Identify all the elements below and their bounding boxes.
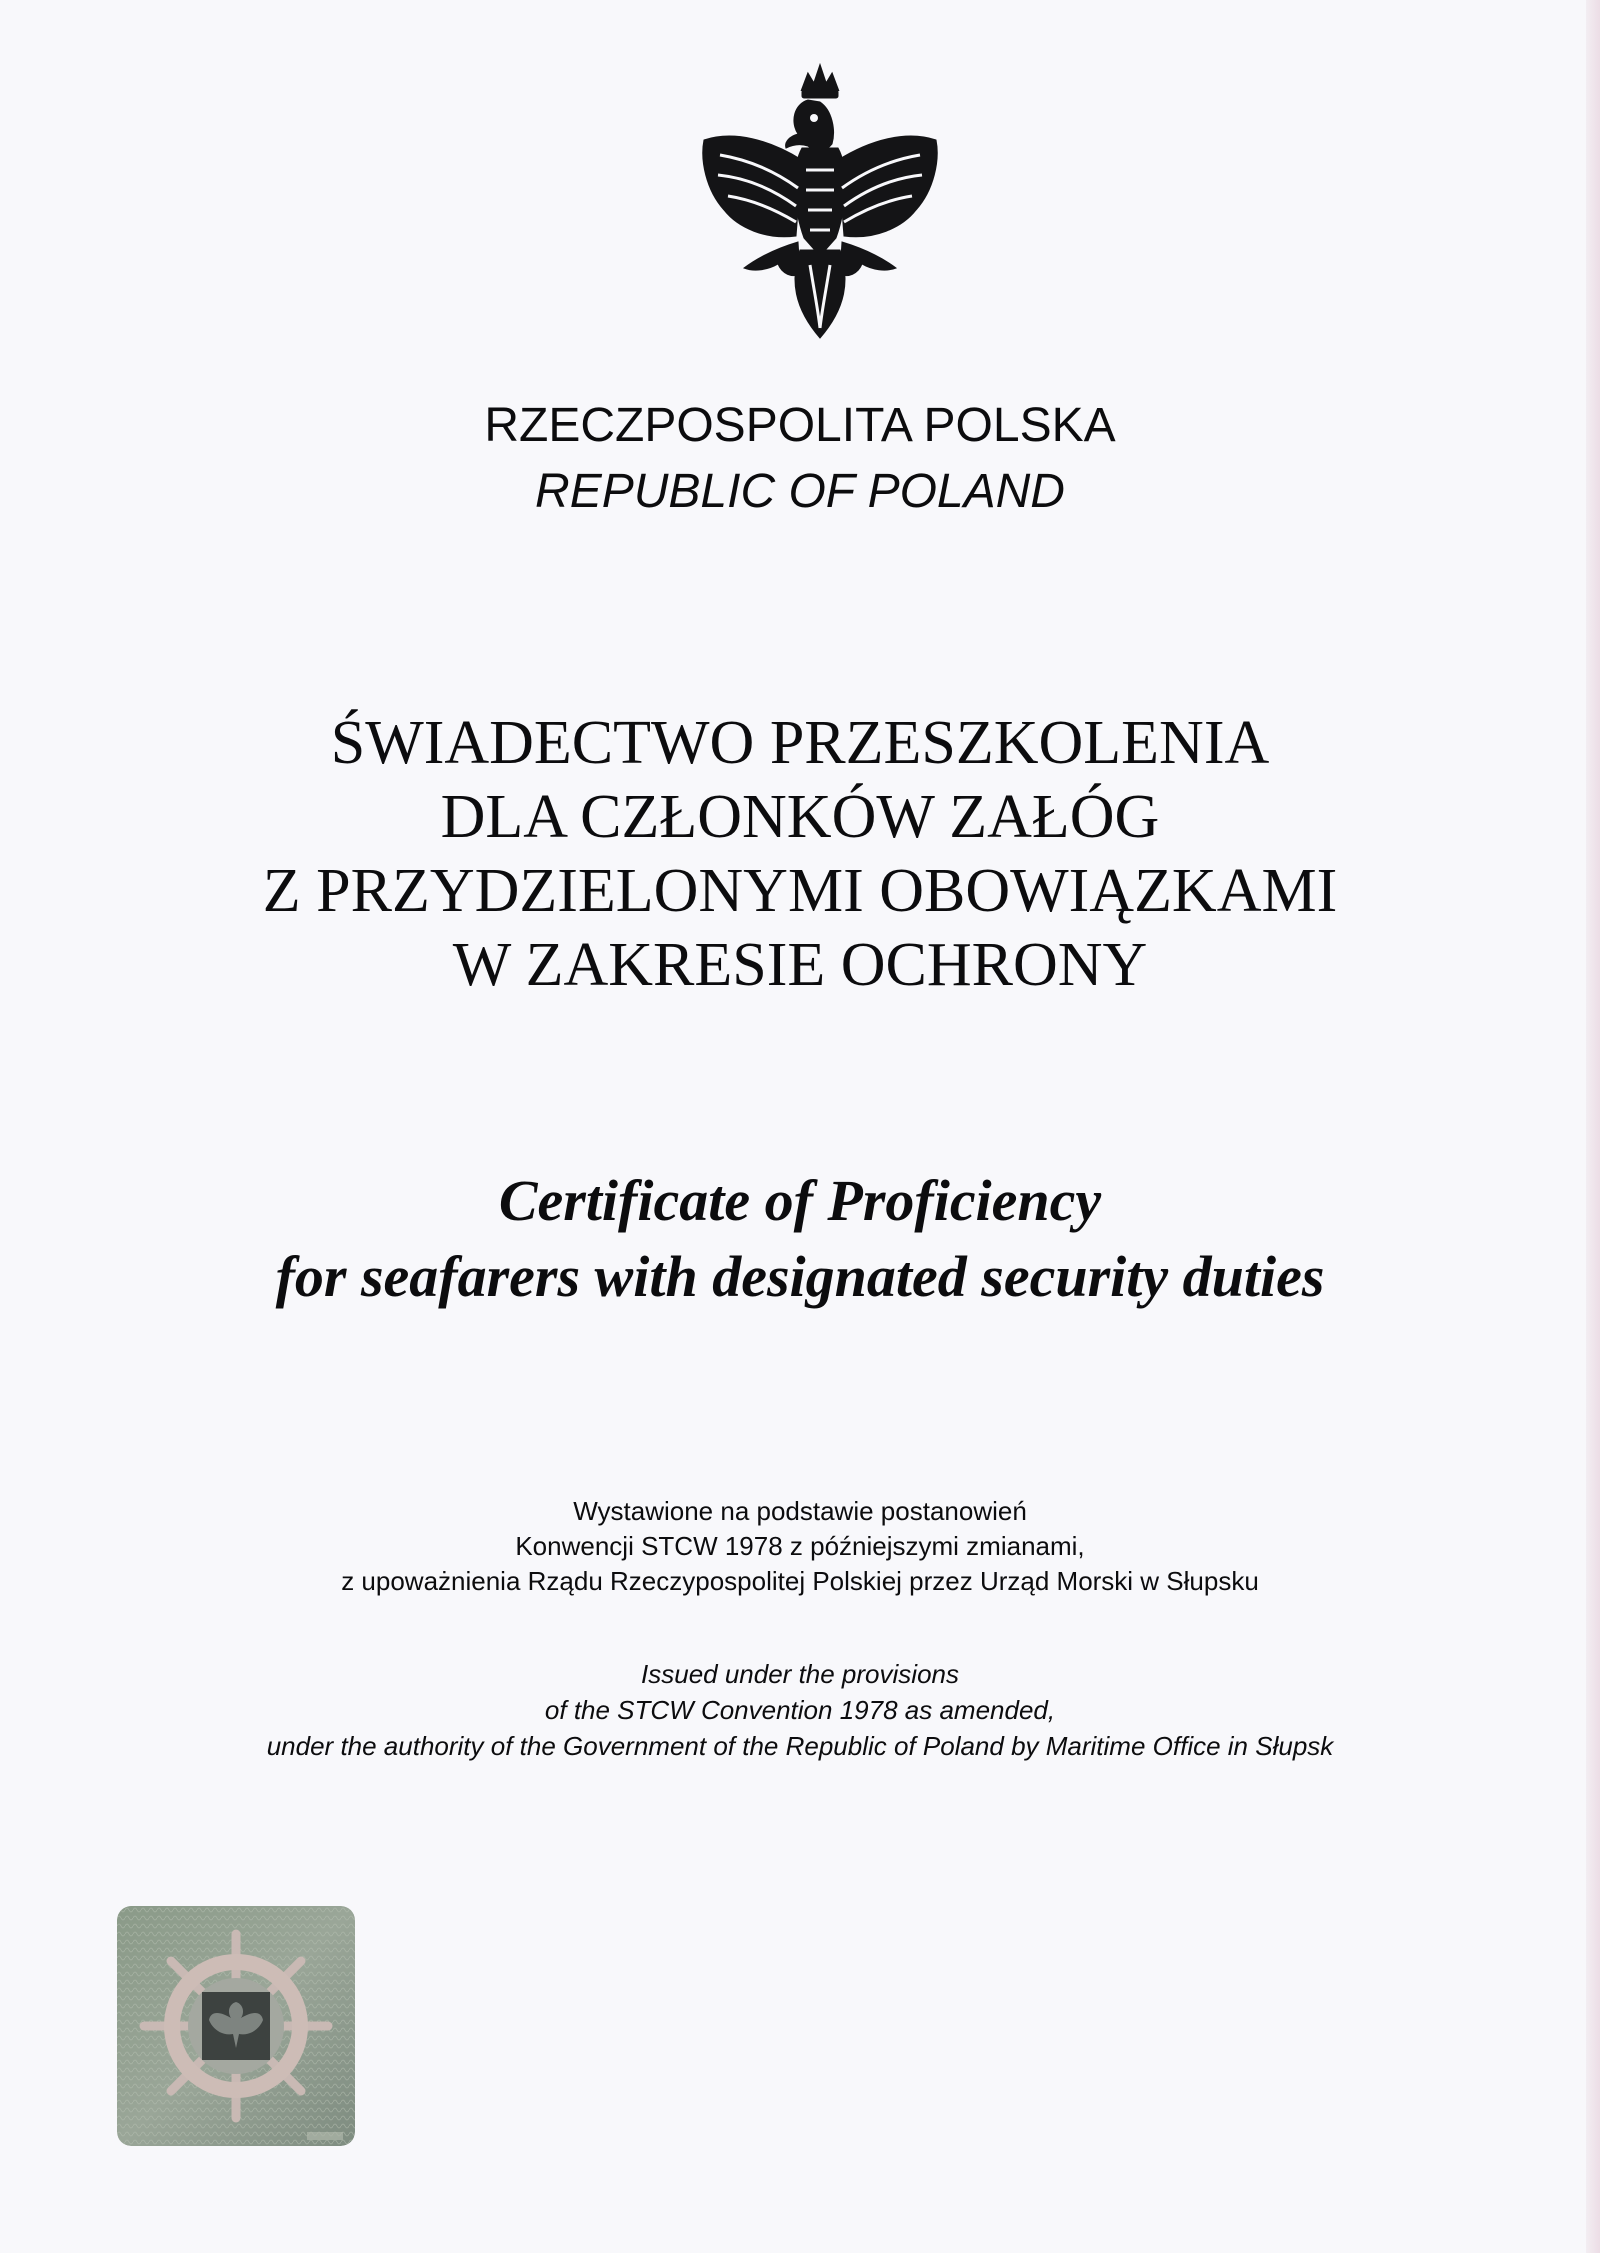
title-pl-line: DLA CZŁONKÓW ZAŁÓG bbox=[440, 783, 1160, 851]
issuance-statement-english bbox=[0, 1656, 1600, 1764]
title-pl-line: Z PRZYDZIELONYMI OBOWIĄZKAMI bbox=[262, 857, 1338, 925]
title-pl-line: W ZAKRESIE OCHRONY bbox=[452, 931, 1148, 999]
country-name-english: REPUBLIC OF POLAND bbox=[535, 465, 1065, 518]
title-en-line: Certificate of Proficiency bbox=[498, 1168, 1102, 1233]
issued-pl-line: Konwencji STCW 1978 z późniejszymi zmianami, bbox=[515, 1531, 1085, 1561]
issued-pl-line: z upoważnienia Rządu Rzeczypospolitej Polskiej przez Urząd Morski w Słupsku bbox=[341, 1566, 1259, 1596]
issued-en-line: of the STCW Convention 1978 as amended, bbox=[544, 1695, 1056, 1725]
country-name-polish: RZECZPOSPOLITA POLSKA bbox=[484, 399, 1116, 452]
title-pl-line: ŚWIADECTWO PRZESZKOLENIA bbox=[330, 709, 1270, 777]
issued-en-line: under the authority of the Government of the Republic of Poland by Maritime Office in Słupsk bbox=[266, 1731, 1334, 1761]
title-en-line: for seafarers with designated security duties bbox=[275, 1244, 1325, 1309]
polish-eagle-icon bbox=[690, 60, 950, 345]
issued-en-line: Issued under the provisions bbox=[641, 1659, 959, 1689]
certificate-title-english bbox=[0, 1163, 1600, 1315]
ship-wheel-hologram-icon bbox=[117, 1906, 355, 2146]
certificate-title-polish bbox=[0, 706, 1600, 1002]
issued-pl-line: Wystawione na podstawie postanowień bbox=[573, 1496, 1027, 1526]
page-edge bbox=[1586, 0, 1600, 2253]
issuance-statement-polish bbox=[0, 1494, 1600, 1599]
